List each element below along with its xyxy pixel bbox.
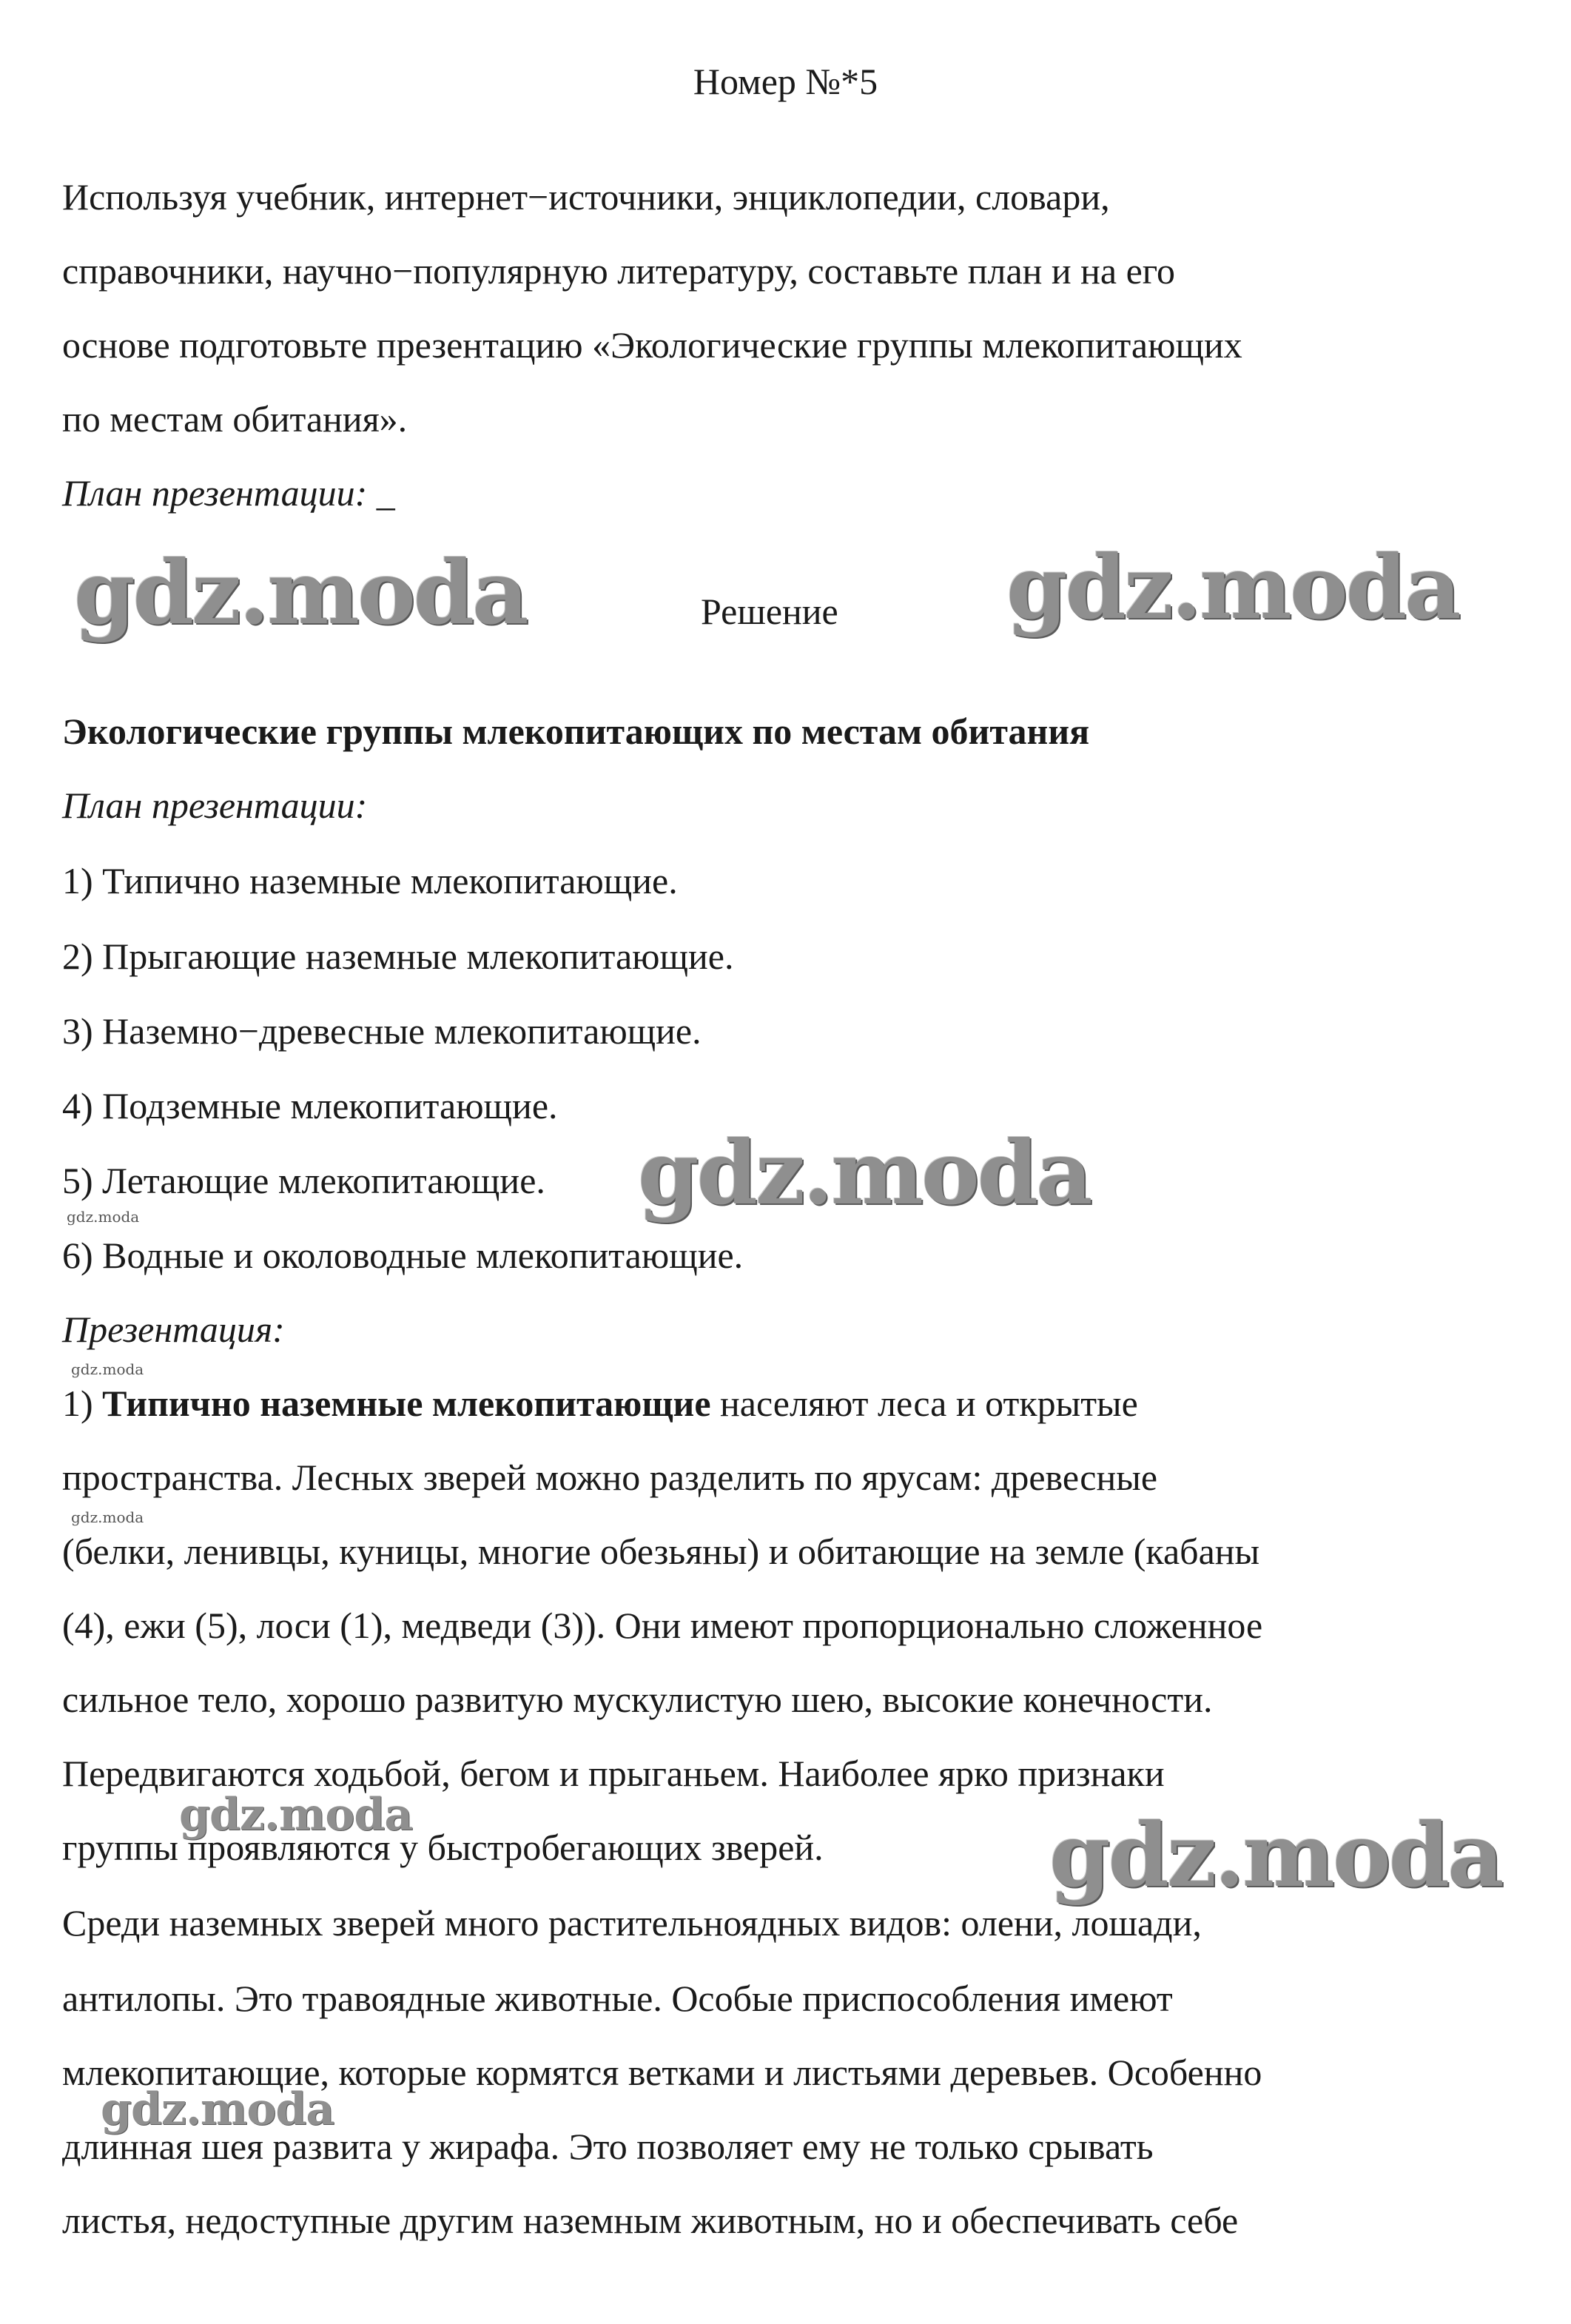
watermark: gdz.moda [67,1208,140,1226]
task-line: основе подготовьте презентацию «Экологические группы млекопитающих [62,324,1242,366]
paragraph-number: 1) [62,1383,103,1424]
task-line: справочники, научно−популярную литературу, составьте план и на его [62,250,1176,292]
watermark: gdz.moda [71,1508,144,1526]
plan-prompt: План презентации: _ [62,472,395,514]
presentation-label: Презентация: [62,1309,285,1350]
body-line: антилопы. Это травоядные животные. Особые приспособления имеют [62,1978,1173,2019]
watermark: gdz.moda [71,1360,144,1378]
plan-item: 1) Типично наземные млекопитающие. [62,860,678,901]
body-line: Среди наземных зверей много растительноядных видов: олени, лошади, [62,1902,1202,1944]
solution-label: Решение [701,591,838,632]
watermark: gdz.moda [1006,536,1459,639]
watermark: gdz.moda [179,1789,413,1841]
plan-label: План презентации: [62,785,368,826]
body-line: млекопитающие, которые кормятся ветками и листьями деревьев. Особенно [62,2052,1262,2093]
plan-item: 3) Наземно−древесные млекопитающие. [62,1010,702,1052]
watermark: gdz.moda [1049,1804,1502,1907]
presentation-paragraph-start [62,1381,1138,1425]
body-line: (4), ежи (5), лоси (1), медведи (3)). Они имеют пропорционально сложенное [62,1605,1263,1646]
paragraph-text: населяют леса и открытые [710,1383,1138,1424]
watermark: gdz.moda [101,2083,334,2135]
body-line: пространства. Лесных зверей можно разделить по ярусам: древесные [62,1457,1158,1498]
solution-title: Экологические группы млекопитающих по местам обитания [62,711,1090,752]
paragraph-bold-term: Типично наземные млекопитающие [102,1383,711,1424]
body-line: группы проявляются у быстробегающих зверей. [62,1827,824,1868]
watermark: gdz.moda [638,1121,1091,1224]
plan-item: 2) Прыгающие наземные млекопитающие. [62,936,734,977]
body-line: длинная шея развита у жирафа. Это позволяет ему не только срывать [62,2126,1154,2167]
page-title: Номер №*5 [693,61,878,102]
task-line: по местам обитания». [62,398,408,440]
watermark: gdz.moda [74,541,527,644]
body-line: Передвигаются ходьбой, бегом и прыганьем. Наиболее ярко признаки [62,1753,1165,1794]
plan-item: 5) Летающие млекопитающие. [62,1160,545,1201]
body-line: листья, недоступные другим наземным животным, но и обеспечивать себе [62,2200,1239,2241]
body-line: сильное тело, хорошо развитую мускулистую шею, высокие конечности. [62,1679,1213,1720]
plan-item: 4) Подземные млекопитающие. [62,1085,558,1126]
body-line: (белки, ленивцы, куницы, многие обезьяны) и обитающие на земле (кабаны [62,1531,1260,1572]
plan-item: 6) Водные и околоводные млекопитающие. [62,1235,744,1276]
task-line: Используя учебник, интернет−источники, энциклопедии, словари, [62,176,1110,218]
